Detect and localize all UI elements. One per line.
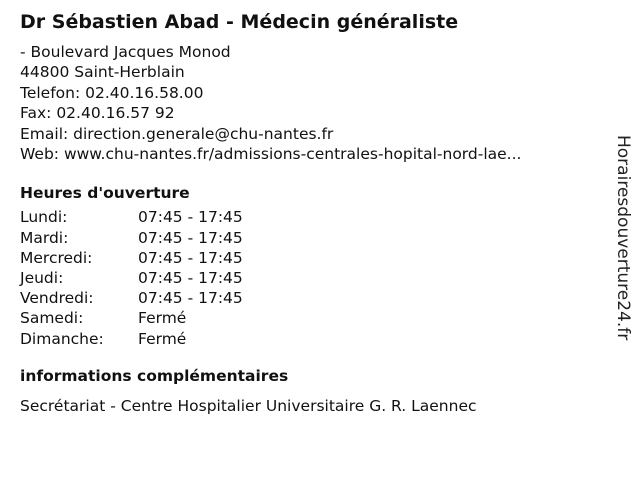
info-heading: informations complémentaires <box>20 366 289 385</box>
hours-row <box>20 288 605 308</box>
hours-row <box>20 228 605 248</box>
hours-row <box>20 329 605 349</box>
hours-day: Mercredi: <box>20 248 93 267</box>
email-address[interactable]: Email: direction.generale@chu-nantes.fr <box>20 124 334 143</box>
page-title: Dr Sébastien Abad - Médecin généraliste <box>20 11 459 33</box>
hours-row <box>20 308 605 328</box>
address-street: - Boulevard Jacques Monod <box>20 43 231 61</box>
hours-time: Fermé <box>138 329 187 348</box>
hours-day: Dimanche: <box>20 329 104 348</box>
hours-time: Fermé <box>138 309 187 328</box>
hours-time: 07:45 - 17:45 <box>138 228 243 247</box>
hours-day: Mardi: <box>20 228 69 247</box>
address-city: 44800 Saint-Herblain <box>20 63 185 82</box>
fax-number: Fax: 02.40.16.57 92 <box>20 104 175 123</box>
contact-block <box>20 42 605 164</box>
phone-number[interactable]: Telefon: 02.40.16.58.00 <box>20 83 204 102</box>
hours-time: 07:45 - 17:45 <box>138 208 243 227</box>
info-text: Secrétariat - Centre Hospitalier Universitaire G. R. Laennec <box>20 396 477 415</box>
hours-heading: Heures d'ouverture <box>20 184 190 203</box>
hours-row <box>20 207 605 227</box>
website-link[interactable]: Web: www.chu-nantes.fr/admissions-centrales-hopital-nord-lae... <box>20 145 522 164</box>
brand-text[interactable]: Horairesdouverture24.fr <box>613 135 633 341</box>
hours-row <box>20 268 605 288</box>
hours-time: 07:45 - 17:45 <box>138 289 243 308</box>
hours-day: Lundi: <box>20 208 68 227</box>
hours-day: Samedi: <box>20 309 84 328</box>
hours-time: 07:45 - 17:45 <box>138 248 243 267</box>
hours-day: Vendredi: <box>20 289 94 308</box>
hours-table <box>20 207 605 348</box>
hours-day: Jeudi: <box>20 269 64 288</box>
hours-row <box>20 248 605 268</box>
brand-watermark <box>612 135 634 345</box>
hours-time: 07:45 - 17:45 <box>138 269 243 288</box>
listing-card <box>20 10 605 416</box>
